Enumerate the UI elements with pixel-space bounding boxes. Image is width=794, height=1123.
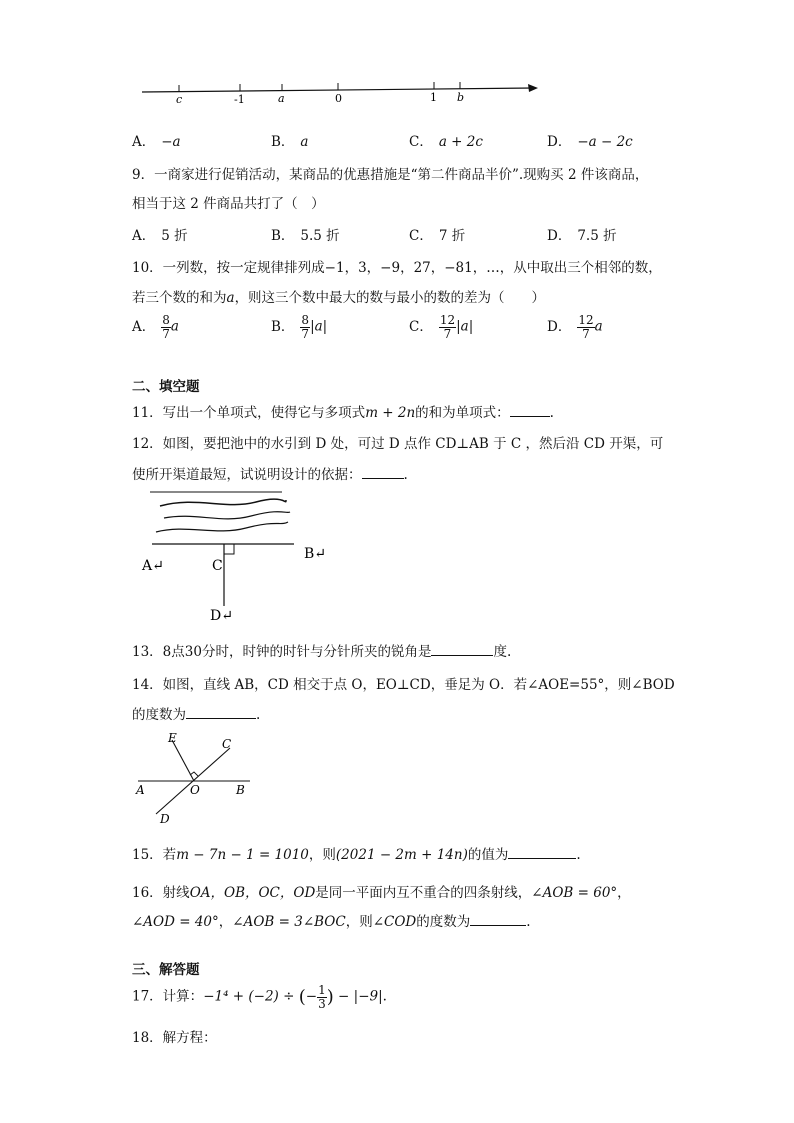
q12-answer-blank[interactable] — [362, 466, 404, 479]
nl-label-a: a — [278, 92, 285, 105]
q9-options — [132, 224, 692, 244]
q14-label-e: E — [168, 731, 177, 745]
q15-answer-blank[interactable] — [508, 846, 576, 859]
q10-option-c[interactable]: C． $\frac{12}{7}$ |a| — [409, 313, 474, 341]
q9-option-a[interactable]: A． 5 折 — [132, 228, 188, 244]
q9-line1: 9．一商家进行促销活动，某商品的优惠措施是“第二件商品半价”.现购买 2 件该商品， — [132, 167, 649, 183]
q8-options — [132, 130, 692, 150]
q11-text: 11．写出一个单项式，使得它与多项式m + 2n的和为单项式： . — [132, 405, 554, 421]
nl-label-b: b — [457, 91, 465, 104]
q8-option-d[interactable]: D． −a − 2c — [547, 134, 633, 150]
q8-option-a[interactable]: A． −a — [132, 134, 181, 150]
q14-line2: 的度数为 . — [132, 707, 261, 723]
nl-label-c: c — [176, 93, 183, 106]
q13-answer-blank[interactable] — [431, 643, 493, 656]
q8-option-b[interactable]: B． a — [271, 134, 309, 150]
q14-label-c: C — [222, 737, 232, 751]
q12-label-b: B↵ — [304, 546, 327, 562]
q9-line2: 相当于这 2 件商品共打了（ ） — [132, 196, 325, 212]
q10-option-b[interactable]: B． $\frac{8}{7}$ |a| — [271, 313, 328, 341]
number-line-figure — [136, 72, 546, 112]
nl-label-neg1: -1 — [234, 93, 245, 106]
q10-option-d[interactable]: D． $\frac{12}{7}$ a — [547, 313, 603, 341]
q14-label-d: D — [160, 812, 170, 826]
nl-label-0: 0 — [335, 92, 342, 105]
q12-label-a: A↵ — [142, 558, 164, 574]
q10-options — [132, 314, 692, 348]
q9-option-c[interactable]: C． 7 折 — [409, 228, 466, 244]
section-heading-solve: 三、解答题 — [132, 962, 200, 978]
q16-line1: 16．射线OA，OB，OC，OD是同一平面内互不重合的四条射线，∠AOB = 60°， — [132, 885, 631, 901]
q17-text: 17．计算：−1⁴ + (−2) ÷ (− $\frac{1}{3}$ ) − |−9|. — [132, 983, 387, 1011]
q14-answer-blank[interactable] — [186, 706, 256, 719]
q10-line2: 若三个数的和为a，则这三个数中最大的数与最小的数的差为（ ） — [132, 290, 546, 306]
q16-answer-blank[interactable] — [470, 913, 526, 926]
q14-line1: 14．如图，直线 AB，CD 相交于点 O，EO⊥CD，垂足为 O．若∠AOE=55°，则∠BOD — [132, 677, 675, 693]
q9-option-b[interactable]: B． 5.5 折 — [271, 228, 340, 244]
q10-line1: 10．一列数，按一定规律排列成−1，3，−9，27，−81，…，从中取出三个相邻的数， — [132, 260, 662, 276]
q13-text: 13．8点30分时，时钟的时针与分针所夹的锐角是 度. — [132, 644, 512, 660]
q12-figure — [136, 488, 336, 623]
q12-label-c: C — [212, 558, 223, 574]
q9-option-d[interactable]: D． 7.5 折 — [547, 228, 617, 244]
q16-line2: ∠AOD = 40°，∠AOB = 3∠BOC，则∠COD的度数为 . — [132, 914, 531, 930]
q14-label-a: A — [136, 783, 145, 797]
q12-label-d: D↵ — [210, 608, 233, 623]
q15-text: 15．若m − 7n − 1 = 1010，则(2021 − 2m + 14n)的值为 . — [132, 847, 581, 863]
q14-label-b: B — [236, 783, 245, 797]
nl-label-1: 1 — [430, 91, 437, 104]
q12-line2: 使所开渠道最短，试说明设计的依据： . — [132, 467, 408, 483]
q14-figure — [132, 730, 262, 828]
q8-option-c[interactable]: C． a + 2c — [409, 134, 483, 150]
q14-label-o: O — [190, 783, 200, 797]
q10-option-a[interactable]: A． $\frac{8}{7}$ a — [132, 313, 179, 341]
q18-text: 18．解方程： — [132, 1030, 217, 1046]
q11-answer-blank[interactable] — [510, 404, 550, 417]
section-heading-fill-blank: 二、填空题 — [132, 379, 200, 395]
q12-line1: 12．如图，要把池中的水引到 D 处，可过 D 点作 CD⊥AB 于 C ，然后沿 CD 开渠，可 — [132, 436, 664, 452]
